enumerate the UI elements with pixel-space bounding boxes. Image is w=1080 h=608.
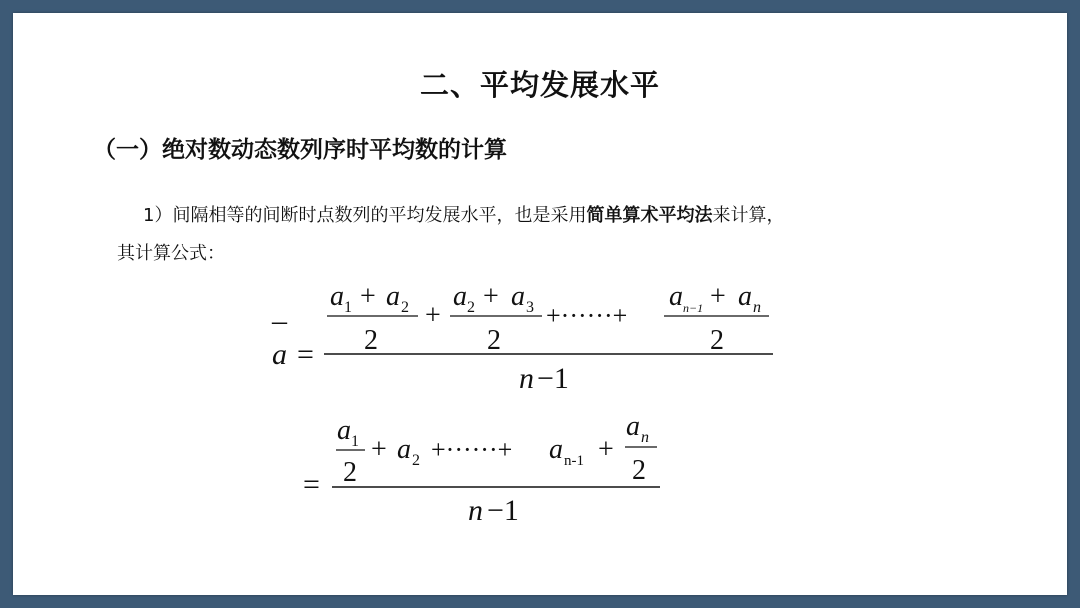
ellipsis-terms-2: +······+: [431, 435, 513, 464]
term3-a2: a: [738, 281, 752, 312]
fraction-a1-over-2: [336, 415, 365, 488]
term1-denominator: 2: [364, 325, 378, 356]
fraction-term-3: [664, 281, 769, 356]
term2-a2: a: [511, 281, 525, 312]
slide-title: 二、平均发展水平: [419, 68, 660, 102]
term2-sub2: 3: [526, 299, 534, 316]
term2-a1: a: [453, 281, 467, 312]
mean-bar: –: [272, 304, 287, 337]
term1-sub2: 2: [401, 299, 409, 316]
ellipsis-terms: +······+: [546, 301, 628, 330]
denominator-n-2: n: [468, 494, 483, 527]
term1-a2: a: [386, 281, 400, 312]
term2-sub1: 2: [467, 299, 475, 316]
term3-sub1: n−1: [683, 301, 704, 315]
frac1-a: a: [337, 415, 351, 446]
frac2-a: a: [626, 411, 640, 442]
an-1-sub: n-1: [564, 453, 584, 469]
a2-sub: 2: [412, 452, 420, 469]
an-1-term: a: [549, 434, 563, 465]
frac1-denominator: 2: [343, 457, 357, 488]
formula-2: [303, 411, 660, 527]
plus-1: +: [371, 434, 387, 465]
denominator-minus-one-2: −1: [487, 494, 519, 527]
fraction-term-1: [327, 281, 418, 356]
plus-2: +: [598, 434, 614, 465]
frac2-denominator: 2: [632, 455, 646, 486]
frac1-sub: 1: [351, 433, 359, 450]
fraction-an-over-2: [625, 411, 657, 486]
paragraph-text-2: 来计算，: [712, 205, 785, 226]
term1-a1: a: [330, 281, 344, 312]
a2-term: a: [397, 434, 411, 465]
paragraph-text-1: 1）间隔相等的间断时点数列的平均发展水平，也是采用: [143, 205, 587, 226]
equals-sign-1: =: [297, 338, 314, 371]
method-emphasis: 简单算术平均法: [586, 205, 713, 226]
mean-symbol: a: [272, 338, 287, 371]
denominator-n-1: n: [519, 362, 534, 395]
frac2-sub: n: [641, 429, 649, 446]
plus-between-terms: +: [425, 300, 441, 331]
term1-plus: +: [360, 281, 376, 312]
fraction-term-2: [450, 281, 542, 356]
section-subtitle: （一）绝对数动态数列序时平均数的计算: [93, 137, 507, 163]
term3-plus: +: [710, 281, 726, 312]
term2-denominator: 2: [487, 325, 501, 356]
equals-sign-2: =: [303, 468, 320, 501]
term3-denominator: 2: [710, 325, 724, 356]
paragraph-line-2: 其计算公式：: [117, 243, 225, 264]
term3-a1: a: [669, 281, 683, 312]
formula-1: [271, 281, 773, 395]
term3-sub2: n: [753, 299, 761, 316]
term2-plus: +: [483, 281, 499, 312]
denominator-minus-one-1: −1: [537, 362, 569, 395]
term1-sub1: 1: [344, 299, 352, 316]
